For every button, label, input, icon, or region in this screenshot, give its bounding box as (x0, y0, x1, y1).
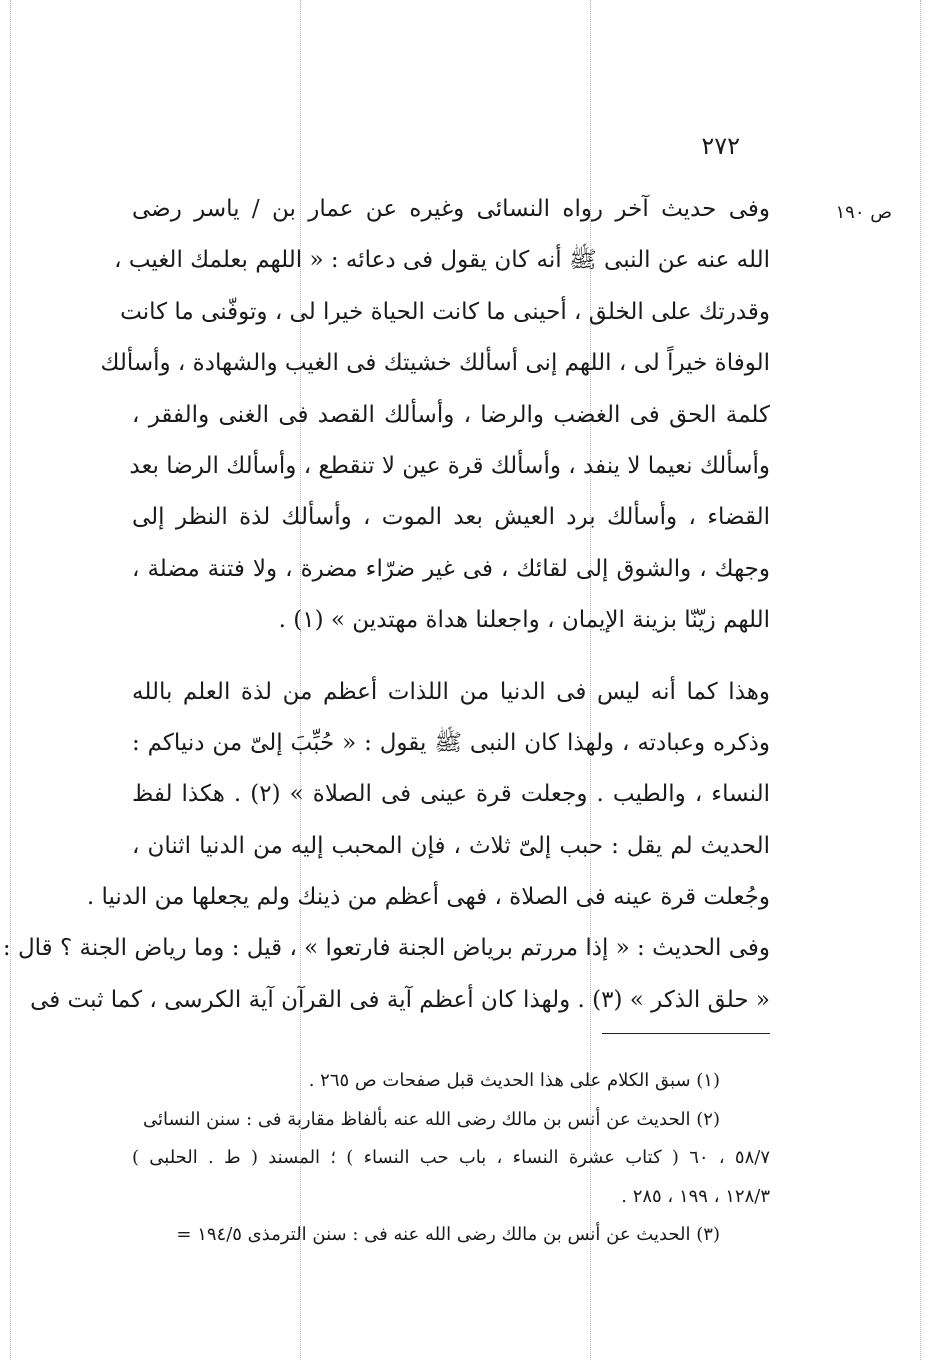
paragraph-2 (2, 667, 770, 1027)
text-line: الحديث لم يقل : حبب إلىّ ثلاث ، فإن المحبب إليه من الدنيا اثنان ، (132, 832, 770, 859)
main-text (2, 184, 770, 1026)
scan-line (10, 0, 11, 1360)
text-line: وجهك ، والشوق إلى لقائك ، فى غير ضرّاء مضرة ، ولا فتنة مضلة ، (132, 555, 770, 582)
footnote-2: (٢) الحديث عن أنس بن مالك رضى الله عنه بألفاظ مقاربة فى : سنن النسائى (142, 1108, 720, 1130)
text-line: كلمة الحق فى الغضب والرضا ، وأسألك القصد فى الغنى والفقر ، (132, 401, 770, 428)
margin-page-reference: ص ١٩٠ (835, 202, 892, 223)
text-line: وفى الحديث : « إذا مررتم برياض الجنة فارتعوا » ، قيل : وما رياض الجنة ؟ قال : (2, 935, 770, 962)
text-line: الله عنه عن النبى ﷺ أنه كان يقول فى دعائه : « اللهم بعلمك الغيب ، (114, 247, 770, 274)
text-line: الوفاة خيراً لى ، اللهم إنى أسألك خشيتك فى الغيب والشهادة ، وأسألك (100, 350, 770, 377)
footnotes (132, 1062, 770, 1255)
footnote-2-continued: ٥٨/٧ ، ٦٠ ( كتاب عشرة النساء ، باب حب النساء ) ؛ المسند ( ط . الحلبى ) (132, 1147, 770, 1169)
paragraph-gap (132, 647, 770, 667)
text-line: وقدرتك على الخلق ، أحينى ما كانت الحياة خيرا لى ، وتوفّنى ما كانت (120, 298, 770, 325)
paragraph-1 (100, 184, 770, 647)
footnote-separator (602, 1033, 770, 1034)
text-line: اللهم زيّنّا بزينة الإيمان ، واجعلنا هداة مهتدين » (١) . (278, 607, 770, 634)
footnote-3: (٣) الحديث عن أنس بن مالك رضى الله عنه فى : سنن الترمذى ١٩٤/٥ = (176, 1224, 720, 1246)
text-line: « حلق الذكر » (٣) . ولهذا كان أعظم آية فى القرآن آية الكرسى ، كما ثبت فى (30, 986, 770, 1013)
text-line: وذكره وعبادته ، ولهذا كان النبى ﷺ يقول : « حُبِّبَ إلىّ من دنياكم : (132, 729, 770, 756)
footnote-2-continued: ١٢٨/٣ ، ١٩٩ ، ٢٨٥ . (621, 1185, 770, 1207)
text-line: النساء ، والطيب . وجعلت قرة عينى فى الصلاة » (٢) . هكذا لفظ (132, 781, 770, 808)
text-line: وفى حديث آخر رواه النسائى وغيره عن عمار بن / ياسر رضى (132, 196, 770, 222)
page-number: ٢٧٢ (701, 132, 740, 160)
scan-line (920, 0, 921, 1360)
text-line: القضاء ، وأسألك برد العيش بعد الموت ، وأسألك لذة النظر إلى (132, 504, 770, 531)
text-line: وجُعلت قرة عينه فى الصلاة ، فهى أعظم من ذينك ولم يجعلها من الدنيا . (86, 884, 770, 911)
footnote-1: (١) سبق الكلام على هذا الحديث قبل صفحات ص ٢٦٥ . (308, 1070, 720, 1091)
text-line: وأسألك نعيما لا ينفد ، وأسألك قرة عين لا تنقطع ، وأسألك الرضا بعد (129, 452, 770, 479)
text-line: وهذا كما أنه ليس فى الدنيا من اللذات أعظم من لذة العلم بالله (132, 678, 770, 705)
